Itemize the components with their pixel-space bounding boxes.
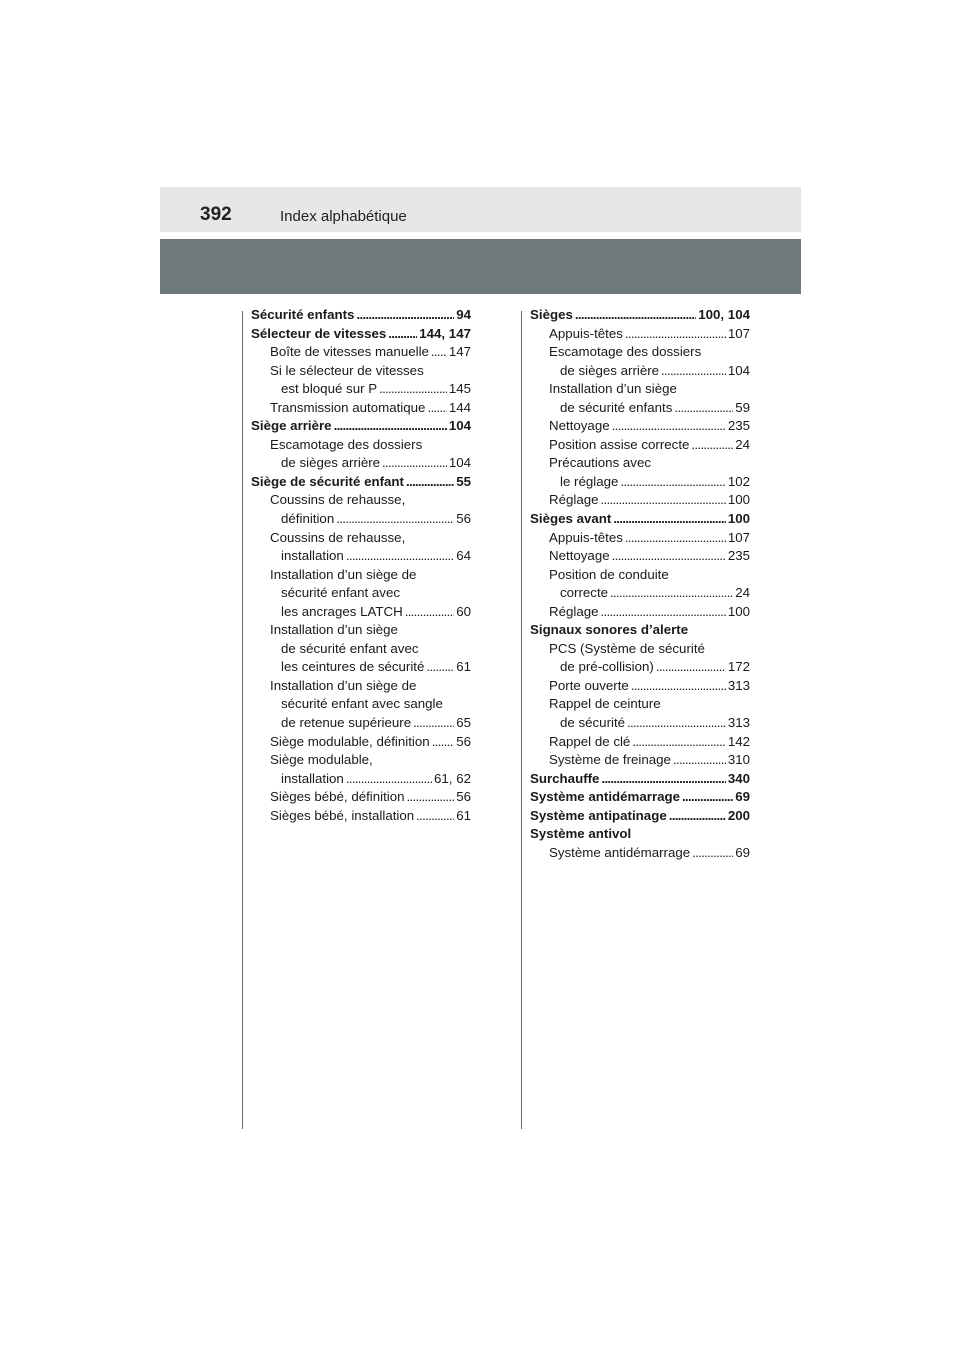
page-reference: 100 — [727, 603, 750, 619]
index-term: Sièges avant — [530, 511, 612, 527]
page-reference: 69 — [735, 844, 750, 860]
page-reference: 61 — [456, 807, 471, 823]
index-term: Position de conduite — [549, 566, 669, 582]
dot-leader — [575, 306, 696, 325]
page-reference: 313 — [727, 715, 750, 731]
index-term: sécurité enfant avec sangle — [281, 696, 443, 712]
index-subentry — [251, 788, 471, 807]
dot-leader — [601, 491, 726, 510]
dot-leader — [613, 510, 726, 529]
index-subentry — [251, 677, 471, 696]
index-subentry — [530, 677, 750, 696]
index-term: Coussins de rehausse, — [270, 529, 406, 545]
page-reference: 60 — [456, 603, 471, 619]
index-term: Installation d’un siège de — [270, 566, 417, 582]
index-subentry — [530, 640, 750, 659]
page-reference: 56 — [456, 733, 471, 749]
dot-leader — [405, 603, 455, 622]
index-term: Nettoyage — [549, 418, 610, 434]
index-term: correcte — [560, 585, 609, 601]
index-column-left — [251, 306, 471, 825]
index-subentry — [530, 436, 750, 455]
page-reference: 64 — [456, 548, 471, 564]
section-title: Index alphabétique — [280, 208, 407, 225]
index-term: Rappel de ceinture — [549, 696, 661, 712]
page-reference: 24 — [735, 436, 750, 452]
dot-leader — [612, 417, 726, 436]
page-reference: 340 — [727, 770, 750, 786]
index-subentry — [251, 436, 471, 455]
dot-leader — [336, 510, 454, 529]
index-subentry — [530, 603, 750, 622]
index-subentry — [251, 603, 471, 622]
index-subentry — [251, 714, 471, 733]
page-reference: 102 — [727, 473, 750, 489]
index-term: Boîte de vitesses manuelle — [270, 344, 429, 360]
index-term: de sièges arrière — [281, 455, 381, 471]
index-term: les ancrages LATCH — [281, 603, 403, 619]
dot-leader — [346, 770, 432, 789]
index-term: Porte ouverte — [549, 677, 629, 693]
index-term: Installation d’un siège de — [270, 677, 417, 693]
index-term: sécurité enfant avec — [281, 585, 401, 601]
index-subentry — [530, 566, 750, 585]
index-term: Système de freinage — [549, 752, 671, 768]
dot-leader — [691, 436, 733, 455]
index-term: de sièges arrière — [560, 362, 660, 378]
page-reference: 61, 62 — [434, 770, 471, 786]
index-term: de pré-collision) — [560, 659, 654, 675]
index-term: Sièges — [530, 307, 573, 322]
index-term: Sélecteur de vitesses — [251, 325, 387, 341]
dot-leader — [601, 770, 725, 789]
page-reference: 310 — [727, 752, 750, 768]
index-term: le réglage — [560, 473, 619, 489]
index-entry — [530, 825, 750, 844]
index-subentry — [251, 399, 471, 418]
index-subentry — [251, 584, 471, 603]
header-band — [160, 239, 801, 294]
dot-leader — [334, 417, 447, 436]
index-term: Position assise correcte — [549, 436, 690, 452]
index-term: Système antivol — [530, 826, 632, 842]
index-entry — [251, 417, 471, 436]
page-reference: 235 — [727, 418, 750, 434]
index-entry — [251, 473, 471, 492]
index-term: définition — [281, 511, 335, 527]
index-term: Escamotage des dossiers — [270, 436, 423, 452]
index-subentry — [530, 417, 750, 436]
page-reference: 56 — [456, 511, 471, 527]
dot-leader — [656, 658, 726, 677]
index-term: de sécurité enfant avec — [281, 640, 419, 656]
index-subentry — [251, 658, 471, 677]
index-term: de sécurité enfants — [560, 399, 673, 415]
index-subentry — [530, 547, 750, 566]
page-reference: 147 — [448, 344, 471, 360]
index-term: Système antipatinage — [530, 807, 667, 823]
page-reference: 100, 104 — [698, 307, 750, 322]
index-subentry — [530, 454, 750, 473]
dot-leader — [620, 473, 725, 492]
page-reference: 59 — [735, 399, 750, 415]
page-reference: 61 — [456, 659, 471, 675]
dot-leader — [631, 677, 726, 696]
index-entry — [251, 306, 471, 325]
index-subentry — [251, 362, 471, 381]
dot-leader — [601, 603, 726, 622]
index-subentry — [530, 362, 750, 381]
index-subentry — [530, 584, 750, 603]
dot-leader — [692, 844, 733, 863]
dot-leader — [632, 733, 725, 752]
index-subentry — [530, 343, 750, 362]
dot-leader — [413, 714, 454, 733]
index-subentry — [251, 491, 471, 510]
dot-leader — [432, 733, 455, 752]
dot-leader — [416, 807, 454, 826]
index-term: Appuis-têtes — [549, 325, 623, 341]
index-subentry — [530, 733, 750, 752]
index-subentry — [251, 380, 471, 399]
column-rule-left — [242, 311, 243, 1129]
index-entry — [530, 306, 750, 325]
index-subentry — [530, 491, 750, 510]
index-term: Siège arrière — [251, 418, 332, 434]
index-subentry — [530, 380, 750, 399]
index-term: Siège modulable, — [270, 752, 373, 768]
dot-leader — [612, 547, 726, 566]
index-term: Système antidémarrage — [530, 789, 681, 805]
index-term: Sécurité enfants — [251, 307, 355, 322]
index-subentry — [251, 510, 471, 529]
index-subentry — [530, 751, 750, 770]
index-term: de sécurité — [560, 715, 626, 731]
index-entry — [530, 788, 750, 807]
page-reference: 104 — [727, 362, 750, 378]
index-subentry — [251, 733, 471, 752]
index-subentry — [251, 770, 471, 789]
index-subentry — [530, 695, 750, 714]
index-entry — [530, 807, 750, 826]
dot-leader — [426, 658, 454, 677]
index-subentry — [251, 547, 471, 566]
dot-leader — [431, 343, 447, 362]
dot-leader — [382, 454, 447, 473]
index-subentry — [251, 529, 471, 548]
index-subentry — [251, 640, 471, 659]
dot-leader — [669, 807, 726, 826]
index-term: Système antidémarrage — [549, 844, 691, 860]
index-term: Précautions avec — [549, 455, 651, 471]
index-subentry — [530, 658, 750, 677]
index-subentry — [251, 695, 471, 714]
index-term: Installation d’un siège — [549, 381, 677, 397]
index-term: est bloqué sur P — [281, 381, 378, 397]
index-subentry — [530, 529, 750, 548]
index-subentry — [251, 751, 471, 770]
page-reference: 145 — [448, 381, 471, 397]
dot-leader — [427, 399, 446, 418]
column-rule-right — [521, 311, 522, 1129]
page-reference: 107 — [727, 529, 750, 545]
page-reference: 107 — [727, 325, 750, 341]
index-subentry — [251, 566, 471, 585]
page-reference: 24 — [735, 585, 750, 601]
page-reference: 94 — [456, 307, 471, 322]
index-subentry — [530, 399, 750, 418]
index-term: Siège de sécurité enfant — [251, 473, 404, 489]
page-reference: 200 — [727, 807, 750, 823]
index-subentry — [251, 807, 471, 826]
page-reference: 104 — [448, 455, 471, 471]
index-term: installation — [281, 770, 344, 786]
dot-leader — [406, 473, 454, 492]
index-term: Nettoyage — [549, 548, 610, 564]
index-term: Signaux sonores d’alerte — [530, 622, 689, 638]
index-subentry — [251, 621, 471, 640]
index-term: les ceintures de sécurité — [281, 659, 425, 675]
page-reference: 100 — [727, 492, 750, 508]
index-term: Installation d’un siège — [270, 622, 398, 638]
index-term: Rappel de clé — [549, 733, 631, 749]
page-reference: 142 — [727, 733, 750, 749]
dot-leader — [627, 714, 726, 733]
dot-leader — [379, 380, 447, 399]
index-subentry — [530, 714, 750, 733]
index-entry — [530, 770, 750, 789]
dot-leader — [682, 788, 733, 807]
index-subentry — [530, 473, 750, 492]
index-entry — [251, 325, 471, 344]
index-term: Coussins de rehausse, — [270, 492, 406, 508]
index-entry — [530, 621, 750, 640]
page-reference: 104 — [448, 418, 471, 434]
dot-leader — [407, 788, 455, 807]
index-term: Transmission automatique — [270, 399, 426, 415]
dot-leader — [346, 547, 454, 566]
page-reference: 144, 147 — [419, 325, 471, 341]
dot-leader — [610, 584, 733, 603]
index-term: Réglage — [549, 492, 599, 508]
index-subentry — [530, 325, 750, 344]
page-reference: 56 — [456, 789, 471, 805]
index-term: Sièges bébé, définition — [270, 789, 405, 805]
index-term: Sièges bébé, installation — [270, 807, 415, 823]
dot-leader — [388, 325, 417, 344]
page-reference: 69 — [735, 789, 750, 805]
page-reference: 55 — [456, 473, 471, 489]
dot-leader — [673, 751, 726, 770]
dot-leader — [661, 362, 726, 381]
dot-leader — [356, 306, 454, 325]
dot-leader — [625, 529, 726, 548]
page-reference: 100 — [727, 511, 750, 527]
index-term: Réglage — [549, 603, 599, 619]
index-subentry — [251, 343, 471, 362]
index-term: PCS (Système de sécurité — [549, 640, 705, 656]
index-term: installation — [281, 548, 344, 564]
index-term: Si le sélecteur de vitesses — [270, 362, 424, 378]
dot-leader — [625, 325, 726, 344]
index-term: de retenue supérieure — [281, 715, 412, 731]
dot-leader — [674, 399, 733, 418]
index-term: Surchauffe — [530, 770, 600, 786]
index-subentry — [530, 844, 750, 863]
header-bar — [160, 187, 801, 232]
page-reference: 313 — [727, 677, 750, 693]
page-reference: 144 — [448, 399, 471, 415]
page-reference: 235 — [727, 548, 750, 564]
index-entry — [530, 510, 750, 529]
index-term: Escamotage des dossiers — [549, 344, 702, 360]
index-term: Siège modulable, définition — [270, 733, 430, 749]
page-reference: 65 — [456, 715, 471, 731]
index-column-right — [530, 306, 750, 862]
index-term: Appuis-têtes — [549, 529, 623, 545]
index-subentry — [251, 454, 471, 473]
page-reference: 172 — [727, 659, 750, 675]
page-number: 392 — [200, 204, 232, 225]
